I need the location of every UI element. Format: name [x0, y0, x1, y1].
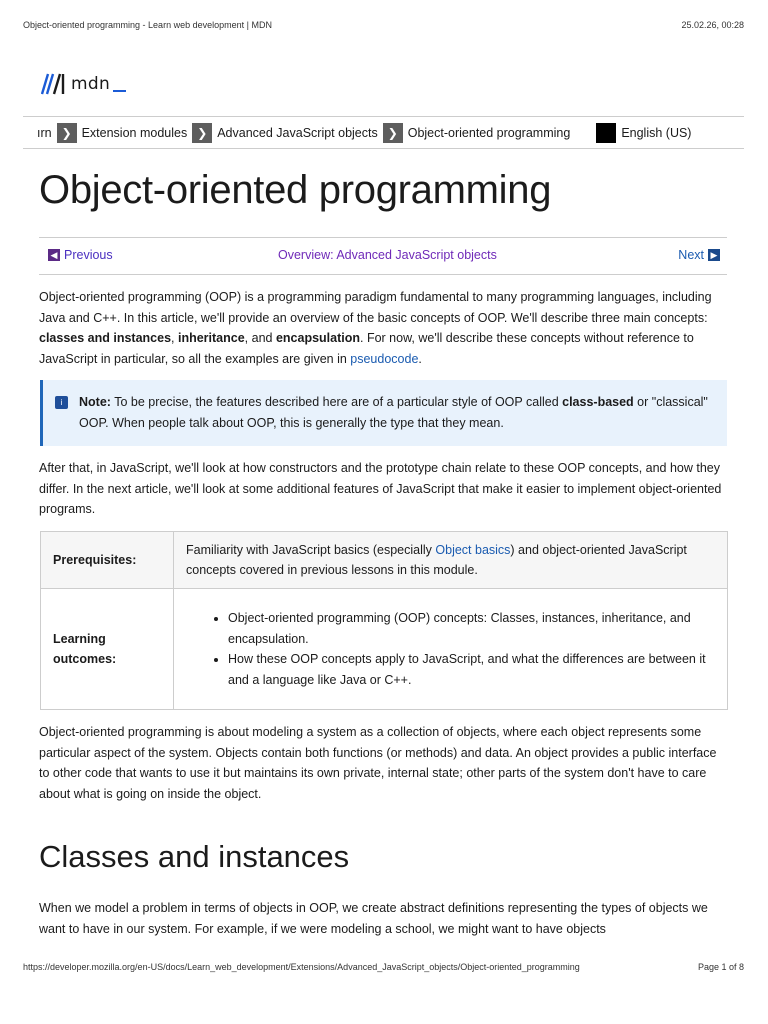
- learning-outcomes-label: [41, 589, 174, 710]
- breadcrumb-item-advanced-js-objects[interactable]: Advanced JavaScript objects: [217, 125, 378, 140]
- article-pager: [39, 237, 727, 275]
- intro-bold-encapsulation: encapsulation: [275, 331, 360, 345]
- object-basics-link[interactable]: Object basics: [435, 542, 511, 557]
- learning-table: [40, 531, 728, 710]
- breadcrumb-item-extension-modules[interactable]: Extension modules: [81, 125, 188, 140]
- table-row: [41, 589, 728, 710]
- print-header-title: Object-oriented programming - Learn web development | MDN: [23, 20, 272, 30]
- prerequisites-value: [174, 532, 728, 589]
- info-icon: i: [55, 396, 68, 409]
- overview-link[interactable]: Overview: Advanced JavaScript objects: [278, 248, 497, 262]
- arrow-right-icon: ▶: [708, 249, 720, 261]
- list-item: • Object-oriented programming (OOP) concepts: Classes, instances, inheritance, and encapsulation.: [228, 608, 715, 649]
- outcomes-list: [186, 608, 715, 690]
- intro-bold-classes: classes and instances: [39, 331, 172, 345]
- print-header-datetime: 25.02.26, 00:28: [681, 20, 744, 30]
- body-paragraph: Object-oriented programming is about modeling a system as a collection of objects, where each object represents some particular aspect of the system. Objects contain both functions (or methods) and data. An object provides a public interface to other code that wants to use it but maintains its own private, internal state; other parts of the system don't have to care about what is going on inside the object.: [39, 725, 717, 801]
- note-body: or "classical" OOP. When people talk about OOP, this is generally the type that they mean.: [79, 395, 708, 430]
- intro-text: Object-oriented programming (OOP) is a programming paradigm fundamental to many programming languages, including Java and C++. In this article, we'll provide an overview of the basic concepts of OOP. We'll describe three main concepts:: [39, 290, 712, 325]
- intro-text: ,: [171, 331, 178, 345]
- table-row: [41, 532, 728, 589]
- intro-text: , and: [244, 331, 276, 345]
- next-link[interactable]: [678, 248, 720, 262]
- learning-outcomes-value: [174, 589, 728, 710]
- breadcrumb-item-current[interactable]: Object-oriented programming: [407, 125, 571, 140]
- after-note-paragraph: After that, in JavaScript, we'll look at how constructors and the prototype chain relate to these OOP concepts, and how they differ. In the next article, we'll look at some additional features of JavaScript that make it easier to implement object-oriented programs.: [39, 461, 722, 516]
- breadcrumb-item-learn[interactable]: ırn: [37, 125, 52, 140]
- intro-text: .: [418, 351, 422, 366]
- chevron-right-icon: ❯: [57, 123, 77, 143]
- breadcrumb: [23, 116, 744, 149]
- page-title: Object-oriented programming: [39, 168, 552, 212]
- note-text: [79, 392, 719, 433]
- prereq-text: Familiarity with JavaScript basics (especially: [186, 542, 436, 557]
- logo-underscore: [113, 90, 126, 92]
- note-body: To be precise, the features described here are of a particular style of OOP called: [110, 395, 563, 409]
- print-footer-url: https://developer.mozilla.org/en-US/docs/Learn_web_development/Extensions/Advanced_JavaScript_objects/Object-oriented_programming: [23, 962, 580, 972]
- intro-paragraph: [39, 287, 729, 369]
- intro-text: . For now, we'll describe these concepts without reference to JavaScript in particular, so all the examples are given in: [39, 331, 694, 366]
- arrow-left-icon: ◀: [48, 249, 60, 261]
- list-item: • How these OOP concepts apply to JavaScript, and what the differences are between it and a language like Java or C++.: [228, 649, 715, 690]
- mdn-logo-icon: [41, 73, 67, 95]
- chevron-right-icon: ❯: [383, 123, 403, 143]
- language-icon: [596, 123, 616, 143]
- next-label: Next: [678, 248, 704, 262]
- section-heading: Classes and instances: [39, 839, 350, 874]
- prerequisites-label: Prerequisites:: [41, 532, 174, 589]
- outcomes-label-line: Learning: [53, 631, 106, 646]
- prereq-text: ) and object-oriented JavaScript concepts covered in previous lessons in this module.: [186, 542, 687, 577]
- note-bold-class-based: class-based: [562, 395, 634, 409]
- chevron-right-icon: ❯: [192, 123, 212, 143]
- note-label: Note:: [79, 395, 111, 409]
- pseudocode-link[interactable]: pseudocode: [350, 351, 419, 366]
- outcomes-label-line: outcomes:: [53, 652, 117, 666]
- mdn-logo-text: mdn: [71, 74, 111, 94]
- previous-label: Previous: [64, 248, 113, 262]
- print-footer-page: Page 1 of 8: [697, 962, 744, 972]
- section-paragraph: When we model a problem in terms of objects in OOP, we create abstract definitions representing the types of objects we want to have in our system. For example, if we were modeling a school, we might want to have objects: [39, 901, 708, 936]
- language-selector[interactable]: English (US): [621, 125, 692, 140]
- previous-link[interactable]: [48, 248, 113, 262]
- mdn-logo[interactable]: [41, 72, 126, 96]
- note-callout: [40, 380, 727, 446]
- intro-bold-inheritance: inheritance: [177, 331, 245, 345]
